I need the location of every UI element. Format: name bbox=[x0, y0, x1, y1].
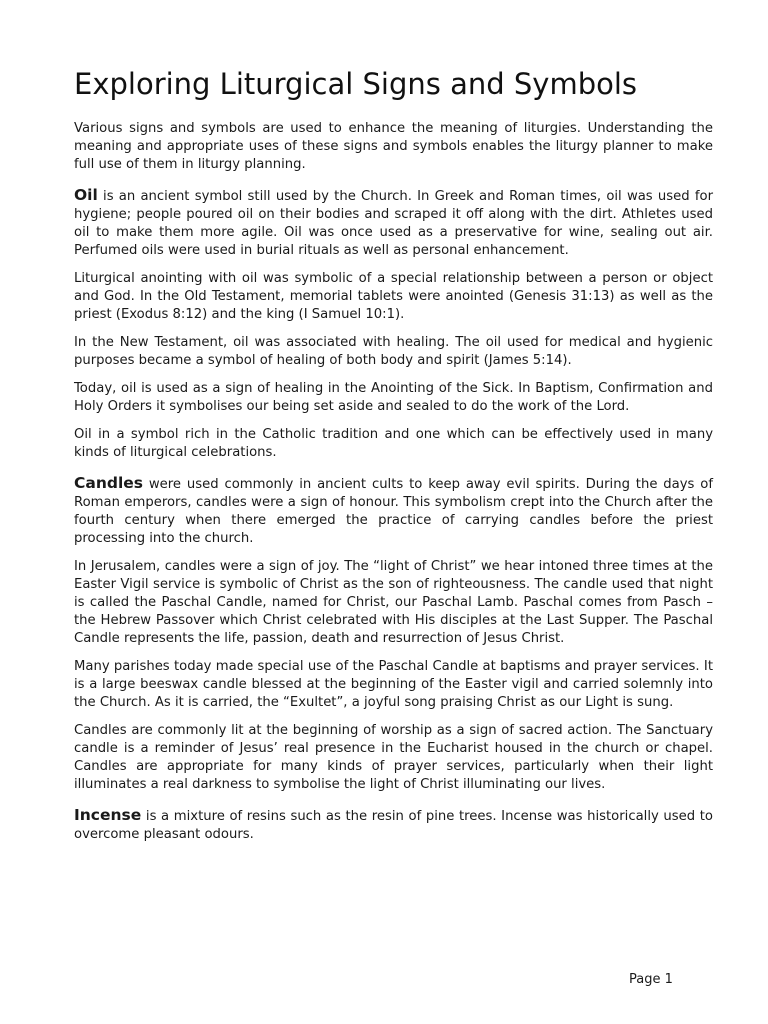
oil-paragraph-2: Liturgical anointing with oil was symbolic of a special relationship between a person or object and God. In the Old Testament, memorial tablets were anointed (Genesis 31:13) as well as the priest (Exodus 8:12) and the king (I Samuel 10:1). bbox=[74, 271, 713, 322]
intro-paragraph: Various signs and symbols are used to enhance the meaning of liturgies. Understanding the meaning and appropriate uses of these signs and symbols enables the liturgy planner to make full use of them in liturgy planning. bbox=[74, 121, 713, 172]
oil-paragraph-1 bbox=[74, 186, 713, 260]
candles-paragraph-3: Many parishes today made special use of the Paschal Candle at baptisms and prayer services. It is a large beeswax candle blessed at the beginning of the Easter vigil and carried solemnly into the Church. As it is carried, the “Exultet”, a joyful song praising Christ as our Light is sung. bbox=[74, 659, 713, 710]
candles-paragraph-1 bbox=[74, 474, 713, 548]
document-page bbox=[74, 64, 713, 854]
candles-text: were used commonly in ancient cults to keep away evil spirits. During the days of Roman emperors, candles were a sign of honour. This symbolism crept into the Church after the fourth century when there emerged the practice of carrying candles before the priest processing into the church. bbox=[74, 477, 713, 546]
candles-term: Candles bbox=[74, 474, 144, 492]
page-title: Exploring Liturgical Signs and Symbols bbox=[74, 67, 638, 101]
oil-paragraph-3: In the New Testament, oil was associated with healing. The oil used for medical and hygienic purposes became a symbol of healing of both body and spirit (James 5:14). bbox=[74, 335, 713, 368]
incense-paragraph-1 bbox=[74, 806, 713, 844]
oil-paragraph-4: Today, oil is used as a sign of healing in the Anointing of the Sick. In Baptism, Confirmation and Holy Orders it symbolises our being set aside and sealed to do the work of the Lord. bbox=[74, 381, 713, 414]
oil-paragraph-5: Oil in a symbol rich in the Catholic tradition and one which can be effectively used in many kinds of liturgical celebrations. bbox=[74, 427, 713, 460]
page-number: Page 1 bbox=[629, 972, 673, 987]
oil-text: is an ancient symbol still used by the Church. In Greek and Roman times, oil was used for hygiene; people poured oil on their bodies and scraped it off along with the dirt. Athletes used oil to make them more agile. Oil was once used as a preservative for wine, sealing out air. Perfumed oils were used in burial rituals as well as personal enhancement. bbox=[74, 189, 713, 258]
candles-paragraph-4: Candles are commonly lit at the beginning of worship as a sign of sacred action. The Sanctuary candle is a reminder of Jesus’ real presence in the Eucharist housed in the church or chapel. Candles are appropriate for many kinds of prayer services, particularly when their light illuminates a real darkness to symbolise the light of Christ illuminating our lives. bbox=[74, 723, 713, 792]
candles-paragraph-2: In Jerusalem, candles were a sign of joy. The “light of Christ” we hear intoned three times at the Easter Vigil service is symbolic of Christ as the son of righteousness. The candle used that night is called the Paschal Candle, named for Christ, our Paschal Lamb. Paschal comes from Pasch – the Hebrew Passover which Christ celebrated with His disciples at the Last Supper. The Paschal Candle represents the life, passion, death and resurrection of Jesus Christ. bbox=[74, 559, 713, 646]
incense-text: is a mixture of resins such as the resin of pine trees. Incense was historically used to overcome pleasant odours. bbox=[74, 809, 713, 842]
oil-term: Oil bbox=[74, 186, 98, 204]
incense-term: Incense bbox=[74, 806, 142, 824]
